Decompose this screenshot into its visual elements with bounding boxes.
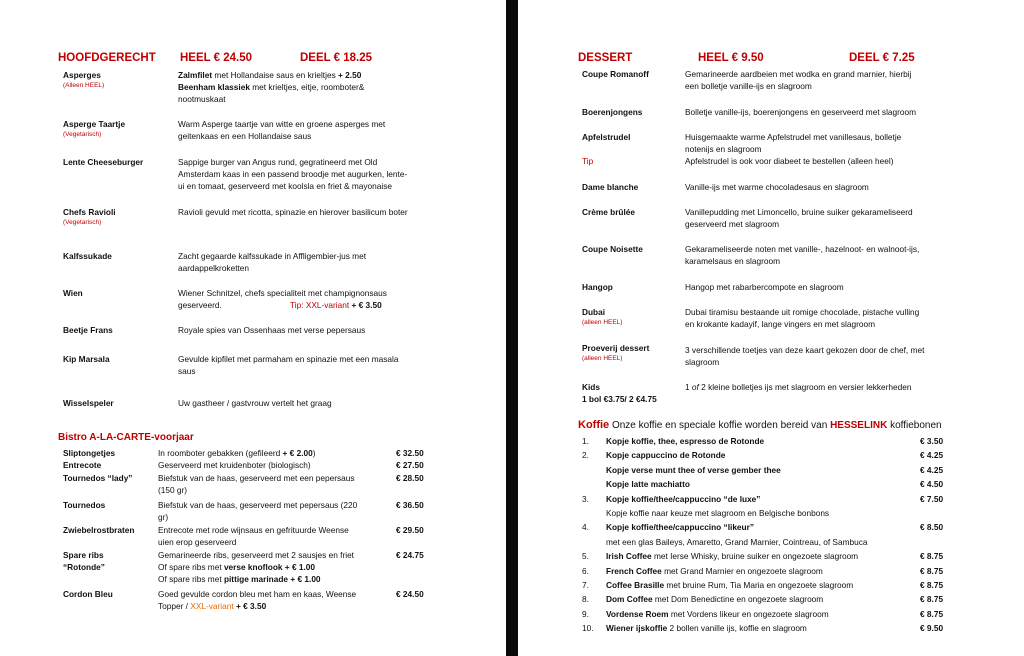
koffie-description (606, 493, 760, 505)
desc-line: geserveerd met slagroom (685, 219, 780, 229)
dish-surcharge: + 2.50 (338, 70, 362, 80)
item-name: Spare ribs (63, 550, 104, 560)
dish-text: nootmuskaat (178, 94, 226, 104)
desc-line: en krokante kadayif, lange vingers en met slagroom (685, 319, 876, 329)
menu-item-beetje-frans: Beetje Frans (63, 325, 113, 335)
desc-line: Gemarineerde ribs, geserveerd met 2 sausjes en friet (158, 550, 354, 560)
koffie-price: € 8.75 (920, 608, 944, 619)
item-description (178, 118, 385, 142)
item-note: (Vegetarisch) (63, 219, 102, 226)
desc-line: Gemarineerde aardbeien met wodka en grand marnier, hierbij (685, 69, 912, 79)
dish-text: met krieltjes, eitje, roomboter& (249, 82, 365, 92)
item-note: (Alleen HEEL) (63, 82, 105, 89)
dessert-creme-brulee: Crème brûlée (582, 207, 636, 217)
desc-text: of (691, 382, 699, 392)
item-description (685, 131, 901, 155)
item-description (158, 472, 354, 496)
dessert-tip-label: Tip (582, 156, 594, 166)
desc-line: ui en tomaat, geserveerd met koolsla en friet & mayonaise (178, 181, 392, 191)
koffie-description (606, 435, 764, 447)
koffie-description (606, 507, 829, 519)
koffie-text: met Grand Marnier en ongezoete slagroom (661, 565, 823, 576)
koffie-name: Coffee Brasille (606, 580, 665, 590)
koffie-intro-end: koffiebonen (887, 420, 942, 431)
desc-surcharge: + € 2.00 (282, 448, 313, 458)
desc-line: Gevulde kipfilet met parmaham en spinazie met een masala (178, 354, 399, 364)
dessert-coupe-romanoff: Coupe Romanoff (582, 69, 649, 79)
koffie-number: 1. (582, 436, 589, 446)
item-description (158, 499, 357, 523)
item-description (158, 549, 354, 585)
koffie-price: € 8.75 (920, 580, 944, 590)
koffie-number: 8. (582, 594, 589, 605)
item-price: € 24.75 (396, 550, 424, 560)
item-description (685, 68, 911, 92)
item-price: € 29.50 (396, 525, 424, 535)
koffie-price: € 4.25 (920, 464, 944, 475)
desc-line: Biefstuk van de haas, geserveerd met pepersaus (220 (158, 500, 358, 510)
desc-text: Of spare ribs met (158, 562, 224, 572)
koffie-description (606, 593, 823, 605)
item-description (685, 344, 924, 368)
koffie-name: Kopje latte machiatto (606, 479, 690, 490)
menu-item-wien: Wien (63, 288, 83, 298)
item-description: Geserveerd met kruidenboter (biologisch) (158, 460, 311, 470)
hoofdgerecht-title: HOOFDGERECHT (58, 52, 156, 64)
koffie-number: 5. (582, 551, 589, 562)
item-description (178, 353, 398, 377)
desc-line: gr) (158, 512, 169, 522)
dessert-boerenjongens: Boerenjongens (582, 107, 643, 117)
koffie-description (606, 478, 690, 490)
item-price-note: 1 bol €3.75/ 2 €4.75 (582, 394, 657, 404)
koffie-name: Irish Coffee (606, 551, 652, 562)
desc-line: (150 gr) (158, 485, 188, 495)
dish-name: Beenham klassiek (178, 82, 250, 92)
bistro-item-spare-ribs (63, 549, 105, 573)
item-description (685, 306, 919, 330)
menu-item-asperge-taartje (63, 118, 125, 139)
koffie-price: € 7.50 (920, 493, 944, 504)
koffie-name: Kopje cappuccino de Rotonde (606, 450, 726, 461)
hoofdgerecht-heel-price: HEEL € 24.50 (180, 52, 253, 64)
item-description: Ravioli gevuld met ricotta, spinazie en hierover basilicum boter (178, 207, 408, 217)
koffie-heading (578, 419, 942, 432)
koffie-text: met Ierse Whisky, bruine suiker en ongezoete slagroom (651, 551, 859, 562)
bistro-title: Bistro A-LA-CARTE-voorjaar (58, 432, 194, 443)
item-description (685, 243, 919, 267)
koffie-text: met bruine Rum, Tia Maria en ongezoete slagroom (664, 580, 854, 590)
item-description: Hangop met rabarbercompote en slagroom (685, 282, 844, 292)
koffie-name: Kopje verse munt thee of verse gember thee (606, 464, 781, 475)
bistro-item-tournedos: Tournedos (63, 500, 106, 510)
menu-item-chefs-ravioli (63, 206, 116, 227)
menu-item-kip-marsala: Kip Marsala (63, 354, 110, 364)
desc-line: geserveerd. (178, 300, 222, 310)
item-description: Apfelstrudel is ook voor diabeet te bestellen (alleen heel) (685, 156, 894, 166)
item-note: (Vegetarisch) (63, 131, 102, 138)
item-price: € 36.50 (396, 500, 424, 510)
dish-text: met Hollandaise saus en krieltjes (212, 70, 339, 80)
dish-name: Zalmfilet (178, 70, 213, 80)
koffie-title: Koffie (578, 419, 610, 431)
desc-line: 3 verschillende toetjes van deze kaart gekozen door de chef, met (685, 345, 925, 355)
desc-option: verse knoflook + € 1.00 (223, 562, 316, 572)
bistro-item-cordon-bleu: Cordon Bleu (63, 589, 113, 599)
menu-item-kalfssukade: Kalfssukade (63, 251, 112, 261)
desc-line: Entrecote met rode wijnsaus en gefrituurde Weense (158, 525, 349, 535)
koffie-price: € 3.50 (920, 436, 944, 446)
koffie-description (606, 579, 853, 591)
desc-text: Of spare ribs met (158, 574, 224, 584)
dessert-apfelstrudel: Apfelstrudel (582, 132, 631, 142)
koffie-number: 10. (582, 623, 594, 634)
koffie-name: Kopje koffie, thee, espresso de Rotonde (606, 436, 765, 446)
desc-line: uien erop geserveerd (158, 537, 237, 547)
desc-line: Wiener Schnitzel, chefs specialiteit met champignonsaus (178, 288, 387, 298)
dessert-heel-price: HEEL € 9.50 (698, 52, 764, 64)
item-name: Asperges (63, 70, 101, 80)
koffie-description (606, 449, 725, 461)
item-name: Proeverij dessert (582, 343, 650, 353)
koffie-name: Kopje koffie/thee/cappuccino “likeur” (606, 522, 754, 533)
desc-option: pittige marinade + € 1.00 (223, 574, 321, 584)
right-menu-page (518, 0, 1024, 656)
koffie-text: met Dom Benedictine en ongezoete slagroom (652, 594, 824, 605)
menu-item-wisselspeler: Wisselspeler (63, 398, 114, 408)
wien-tip (290, 299, 382, 311)
desc-line: Goed gevulde cordon bleu met ham en kaas, Weense (158, 589, 357, 599)
koffie-description (606, 550, 858, 562)
koffie-number: 2. (582, 450, 589, 461)
koffie-text: Kopje koffie naar keuze met slagroom en Belgische bonbons (606, 508, 830, 518)
koffie-price: € 4.50 (920, 479, 944, 490)
item-note: (alleen HEEL) (582, 355, 623, 362)
asperges-description (178, 69, 364, 105)
koffie-number: 7. (582, 580, 589, 590)
dessert-dubai (582, 306, 622, 327)
koffie-brand: HESSELINK (830, 420, 888, 431)
koffie-intro: Onze koffie en speciale koffie worden bereid van (609, 420, 831, 431)
item-description (178, 250, 366, 274)
desc-surcharge: + € 3.50 (233, 601, 267, 611)
desc-line: aardappelkroketten (178, 263, 250, 273)
desc-line: Vanillepudding met Limoncello, bruine suiker gekarameliseerd (685, 207, 913, 217)
tip-price: + € 3.50 (351, 300, 382, 310)
koffie-text: 2 bollen vanille ijs, koffie en slagroom (667, 623, 807, 634)
desc-line: een bolletje vanille-ijs en slagroom (685, 81, 812, 91)
desc-line: Dubai tiramisu bestaande uit romige chocolade, pistache vulling (685, 307, 920, 317)
item-description (685, 381, 911, 393)
koffie-price: € 8.75 (920, 551, 944, 562)
page-divider (506, 0, 518, 656)
item-description: Vanille-ijs met warme chocoladesaus en slagroom (685, 182, 869, 192)
koffie-description (606, 608, 829, 620)
item-name: Asperge Taartje (63, 119, 126, 129)
koffie-number: 6. (582, 565, 589, 576)
koffie-price: € 8.50 (920, 522, 944, 533)
desc-line: geitenkaas en een Hollandaise saus (178, 131, 312, 141)
desc-text: 2 kleine bolletjes ijs met slagroom en versier lekkerheden (698, 382, 912, 392)
koffie-description (606, 536, 867, 548)
koffie-description (606, 521, 754, 533)
koffie-price: € 8.75 (920, 565, 944, 576)
desc-line: notenijs en slagroom (685, 144, 762, 154)
item-note: (alleen HEEL) (582, 319, 623, 326)
menu-item-lente-cheeseburger: Lente Cheeseburger (63, 157, 144, 167)
koffie-description (606, 464, 781, 476)
dessert-title: DESSERT (578, 52, 633, 64)
bistro-item-entrecote: Entrecote (63, 460, 102, 470)
koffie-text: met Vordens likeur en ongezoete slagroom (668, 608, 829, 619)
koffie-price: € 9.50 (920, 623, 944, 634)
item-name: Kids (582, 382, 600, 392)
koffie-name: Wiener ijskoffie (606, 623, 668, 634)
item-description (158, 524, 349, 548)
koffie-number: 9. (582, 608, 589, 619)
desc-text: In roomboter gebakken (gefileerd (158, 448, 283, 458)
dessert-proeverij (582, 342, 649, 363)
desc-line: Huisgemaakte warme Apfelstrudel met vanillesaus, bolletje (685, 132, 902, 142)
desc-line: Warm Asperge taartje van witte en groene asperges met (178, 119, 386, 129)
dessert-dame-blanche: Dame blanche (582, 182, 639, 192)
koffie-name: French Coffee (606, 565, 662, 576)
dessert-hangop: Hangop (582, 282, 613, 292)
koffie-name: Vordense Roem (606, 608, 669, 619)
item-price: € 32.50 (396, 448, 424, 458)
item-description (158, 447, 316, 459)
dessert-coupe-noisette: Coupe Noisette (582, 244, 643, 254)
item-description (158, 588, 356, 612)
koffie-name: Dom Coffee (606, 594, 653, 605)
koffie-price: € 4.25 (920, 450, 944, 461)
desc-line: Biefstuk van de haas, geserveerd met een pepersaus (158, 473, 355, 483)
item-description: Royale spies van Ossenhaas met verse pepersaus (178, 325, 366, 335)
desc-variant: XXL-variant (190, 601, 234, 611)
koffie-number: 3. (582, 493, 589, 504)
desc-text: Topper / (158, 601, 191, 611)
desc-text: 1 (685, 382, 692, 392)
dessert-kids (582, 381, 657, 405)
bistro-item-sliptongetjes: Sliptongetjes (63, 448, 116, 458)
koffie-text: met een glas Baileys, Amaretto, Grand Marnier, Cointreau, of Sambuca (606, 536, 868, 547)
item-description (685, 206, 913, 230)
koffie-description (606, 622, 807, 634)
desc-line: Zacht gegaarde kalfssukade in Affligembier-jus met (178, 251, 367, 261)
item-price: € 27.50 (396, 460, 424, 470)
desc-line: slagroom (685, 357, 720, 367)
desc-text: ) (312, 448, 316, 458)
item-description: Uw gastheer / gastvrouw vertelt het graag (178, 398, 332, 408)
koffie-name: Kopje koffie/thee/cappuccino “de luxe” (606, 493, 761, 504)
bistro-item-tournedos-lady: Tournedos “lady” (63, 473, 133, 483)
desc-line: karamelsaus en slagroom (685, 256, 780, 266)
bistro-item-zwiebelrostbraten: Zwiebelrostbraten (63, 525, 135, 535)
tip-text: Tip: XXL-variant (290, 300, 352, 310)
item-description: Bolletje vanille-ijs, boerenjongens en geserveerd met slagroom (685, 107, 917, 117)
desc-line: Sappige burger van Angus rund, gegratineerd met Old (178, 157, 378, 167)
item-name: Chefs Ravioli (63, 207, 116, 217)
item-price: € 24.50 (396, 589, 424, 599)
koffie-description (606, 565, 823, 577)
menu-item-asperges (63, 69, 104, 90)
item-description (178, 156, 407, 192)
item-price: € 28.50 (396, 473, 424, 483)
desc-line: saus (178, 366, 196, 376)
desc-line: Gekarameliseerde noten met vanille-, hazelnoot- en walnoot-ijs, (685, 244, 920, 254)
dessert-deel-price: DEEL € 7.25 (849, 52, 915, 64)
hoofdgerecht-deel-price: DEEL € 18.25 (300, 52, 373, 64)
item-name: Dubai (582, 307, 606, 317)
left-menu-page (0, 0, 506, 656)
koffie-number: 4. (582, 522, 589, 533)
koffie-price: € 8.75 (920, 594, 944, 605)
desc-line: Amsterdam kaas in een passend broodje met augurken, lente- (178, 169, 408, 179)
item-name-suffix: “Rotonde” (63, 562, 105, 572)
